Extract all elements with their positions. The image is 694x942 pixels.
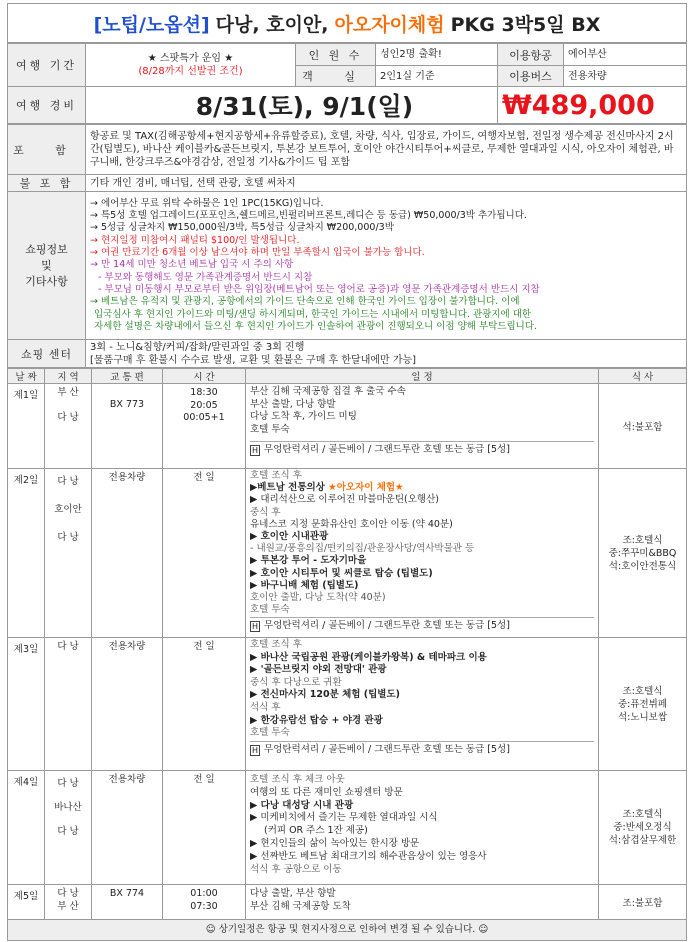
- schedule-line: 호텔 투숙: [250, 727, 290, 739]
- day-label: 제5일: [8, 885, 45, 920]
- schedule-line: 석식 후: [250, 701, 281, 713]
- pax-value: 성인2명 출확!: [376, 44, 498, 66]
- shopping-center-text: [86, 340, 687, 368]
- period-label: 여행 기간: [8, 44, 86, 87]
- meal: 중:반세오정식: [613, 822, 672, 833]
- place-cell: [45, 885, 92, 920]
- hotel-line: [250, 441, 594, 459]
- header-schedule: 일 정: [246, 369, 599, 384]
- airline-value: 에어부산: [564, 44, 687, 66]
- note-line: → 만 14세 미만 청소년 베트남 입국 시 주의 사항: [90, 259, 294, 271]
- place: 부 산: [57, 387, 79, 398]
- day-row: [8, 638, 687, 771]
- note-line: 자세한 설명은 차량내에서 들으신 후 현지인 가이드가 인솔하여 관광이 진행되오니 이점 양해 부탁드립니다.: [94, 320, 538, 332]
- place-cell: [45, 771, 92, 885]
- bus-label: 이용버스: [498, 66, 564, 87]
- price: ₩489,000: [498, 87, 687, 124]
- place: 다 낭: [57, 476, 79, 487]
- time-cell: 전 일: [163, 469, 246, 638]
- meal: 중:퓨전뷔페: [617, 698, 668, 710]
- schedule-line: 여행의 또 다른 재미인 쇼핑센터 방문: [250, 786, 403, 798]
- title-highlight: 아오자이체험: [334, 13, 445, 36]
- day-label: 제1일: [8, 384, 45, 469]
- note-line: → 특5성 호텔 업그레이드(포포인츠,쉘드메르,빈펄리버프론트,레디슨 등 동급) ₩50,000/3박 추가됩니다.: [90, 210, 527, 222]
- schedule-line: ▶ 미케비치에서 즐기는 무제한 열대과일 시식: [250, 812, 438, 824]
- note-line: → 5성급 싱글차지 ₩150,000원/3박, 특5성급 싱글차지 ₩200,000/3박: [90, 222, 394, 234]
- note-line: 입국심사 후 현지인 가이드와 미팅/샌딩 하시게되며, 한국인 가이드는 시내에서 미팅합니다. 관광지에 대한: [94, 308, 532, 320]
- schedule-line: 중식 후 다낭으로 귀환: [250, 676, 342, 688]
- schedule-line: 호텔 투숙: [250, 604, 290, 616]
- transport-cell: BX 774: [92, 885, 163, 920]
- place: 바나산: [54, 802, 82, 813]
- shopping-info-label: [8, 192, 86, 340]
- time-cell: 전 일: [163, 771, 246, 885]
- schedule-line: 부산 출발, 다낭 향발: [250, 398, 336, 410]
- schedule-table: [7, 368, 687, 920]
- schedule-line: 다낭 도착 후, 가이드 미팅: [250, 411, 357, 422]
- note-line: → 베트남은 유적지 및 관광지, 공항에서의 가이드 단속으로 인해 한국인 가이드 입장이 불가합니다. 이에: [90, 296, 520, 308]
- schedule-line: ▶ 투본강 투어 - 도자기마을: [250, 555, 367, 567]
- schedule-line: 다낭 출발, 부산 향발: [250, 888, 336, 899]
- footer-note: ☺ 상기일정은 항공 및 현지사정으로 인하여 변경 될 수 있습니다. ☺: [7, 920, 687, 941]
- shopping-info-label-1: 쇼핑정보: [25, 242, 68, 256]
- day-label: 제3일: [8, 638, 45, 771]
- header-day: 날 짜: [8, 369, 45, 384]
- hotel-icon: H: [252, 445, 259, 455]
- schedule-line: ▶베트남 전통의상 ★아오자이 체험★: [250, 482, 404, 494]
- special-line1: ★ 스팟특가 운임 ★: [147, 53, 234, 64]
- detail-table: [7, 124, 687, 368]
- place: 다 낭: [57, 411, 79, 423]
- include-label: 포 함: [8, 125, 86, 175]
- note-line: → 여권 만료기간 6개월 이상 남으셔야 하며 만일 부족할시 입국이 불가능 합니다.: [90, 247, 425, 259]
- hotel-icon: H: [252, 745, 259, 755]
- schedule-line: ▶ 선짜반도 베트남 최대크기의 해수관음상이 있는 영응사: [250, 850, 487, 862]
- transport-cell: 전용차량: [92, 638, 163, 771]
- room-label: 객 실: [296, 66, 376, 87]
- note-line: - 부모와 동행해도 영문 가족관계증명서 반드시 지참: [98, 271, 313, 283]
- schedule-line: ▶ '골든브릿지 야외 전망대' 관광: [250, 664, 387, 676]
- hotel-line: [250, 617, 594, 634]
- schedule-line: - 내원교/풍흥의집/떤키의집/관운장사당/역사박물관 등: [250, 543, 475, 555]
- place: 다 낭: [57, 778, 79, 789]
- time: 18:30: [190, 387, 218, 398]
- shopping-center-line2: [물품구매 후 환불시 수수료 발생, 교환 및 환불은 구매 후 한달내에만 가능]: [90, 354, 417, 366]
- hotel-text: 무엉탄럭셔리 / 골든베이 / 그랜드투란 호텔 또는 동급 [5성]: [264, 444, 510, 455]
- exclude-text: 기타 개인 경비, 매너팁, 선택 관광, 호텔 써차지: [86, 175, 687, 192]
- time-cell: [163, 384, 246, 469]
- meal-cell: 조:불포함: [599, 885, 687, 920]
- schedule-line: ▶ 바나산 국립공원 관광(케이블카왕복) & 테마파크 이용: [250, 651, 487, 663]
- place: 호이안: [54, 504, 82, 515]
- include-text: 항공료 및 TAX(김해공항세+현지공항세+유류할증료), 호텔, 차량, 식사, 입장료, 가이드, 여행자보험, 전일정 생수제공 전신마사지 2시간(팁별도), 바나산 케이블카&골든브릿지, 투본강 보트투어, 호이안 야간시티투어+씨클로, 무제한 열대과일 시식, 아오자이 체험관, 바구니배, 한강크루즈&야경감상, 전일정 기사&가이드 팁 포함: [86, 125, 687, 175]
- place: 부 산: [57, 900, 79, 912]
- day-row: [8, 885, 687, 920]
- time: 00:05+1: [183, 412, 225, 423]
- hotel-text: 무엉탄럭셔리 / 골든베이 / 그랜드투란 호텔 또는 동급 [5성]: [264, 620, 510, 632]
- time-cell: [163, 885, 246, 920]
- day-label: 제4일: [8, 771, 45, 885]
- schedule-line: 호텔 조식 후 체크 아웃: [250, 774, 345, 785]
- schedule-line: ▶ 대리석산으로 이루어진 마블마운틴(오행산): [250, 494, 439, 506]
- shopping-center-label: 쇼핑 센터: [8, 340, 86, 368]
- schedule-line: ▶ 다낭 대성당 시내 관광: [250, 799, 354, 811]
- travel-dates: 8/31(토), 9/1(일): [86, 87, 498, 124]
- transport-cell: [92, 384, 163, 469]
- time: 01:00: [190, 888, 218, 899]
- day-row: [8, 469, 687, 638]
- schedule-line: 부산 김해 국제공항 집결 후 출국 수속: [250, 386, 406, 397]
- note-line: - 부모님 미동행시 부모로부터 받은 위임장(베트남어 또는 영어로 공증)과 영문 가족관계증명서 반드시 지참: [98, 283, 540, 295]
- info-table: [7, 43, 687, 124]
- place-cell: [45, 469, 92, 638]
- meal: 조:호텔식: [622, 809, 663, 820]
- schedule-line: 호텔 조식 후: [250, 639, 302, 650]
- meal-cell: [599, 469, 687, 638]
- title-part1: 다낭, 호이안,: [215, 13, 329, 36]
- day-row: [8, 771, 687, 885]
- note-line: → 현지일정 미참여시 패널티 $100/인 발생됩니다.: [90, 234, 300, 246]
- room-value: 2인1실 기준: [376, 66, 498, 87]
- schedule-cell: [246, 384, 599, 469]
- exclude-label: 불 포 함: [8, 175, 86, 192]
- schedule-line: ▶ 한강유람선 탑승 + 야경 관광: [250, 714, 383, 726]
- schedule-cell: [246, 638, 599, 771]
- pax-label: 인 원 수: [296, 44, 376, 66]
- meal: 석:노니보쌈: [617, 711, 668, 723]
- schedule-line: 부산 김해 국제공항 도착: [250, 900, 351, 912]
- place-cell: 다 낭: [45, 638, 92, 771]
- hotel-line: [250, 741, 594, 759]
- shopping-info-label-2: 및: [41, 258, 52, 272]
- hotel-text: 무엉탄럭셔리 / 골든베이 / 그랜드투란 호텔 또는 동급 [5성]: [264, 743, 510, 755]
- transport: BX 773: [109, 399, 145, 410]
- schedule-line: 호텔 조식 후: [250, 470, 302, 481]
- schedule-line: 유네스코 지정 문화유산인 호이안 이동 (약 40분): [250, 518, 453, 530]
- place: 다 낭: [57, 826, 79, 837]
- place: 다 낭: [57, 532, 79, 543]
- header-transport: 교 통 편: [92, 369, 163, 384]
- meal: 석:불포함: [622, 422, 663, 433]
- meal-cell: [599, 384, 687, 469]
- meal: 조:호텔식: [622, 534, 663, 546]
- header-place: 지 역: [45, 369, 92, 384]
- schedule-line: 석식 후 공항으로 이동: [250, 863, 342, 875]
- schedule-line: ▶ 호이안 시내관광: [250, 531, 329, 543]
- transport-cell: 전용차량: [92, 771, 163, 885]
- shopping-center-line1: 3회 - 노니&침향/커피/잡화/말린과일 중 3회 진행: [90, 341, 305, 353]
- itinerary-sheet: [7, 3, 687, 941]
- header-meal: 식 사: [599, 369, 687, 384]
- airline-label: 이용항공: [498, 44, 564, 66]
- meal: 석:호이안전통식: [608, 560, 677, 572]
- shopping-info-notes: [86, 192, 687, 340]
- hotel-icon: H: [252, 622, 259, 632]
- day-label: 제2일: [8, 469, 45, 638]
- place-cell: [45, 384, 92, 469]
- meal: 석:삼겹살무제한: [608, 835, 677, 846]
- special-line2: (8/28까지 선발권 조건): [138, 66, 243, 77]
- special-fare: [86, 44, 296, 87]
- time: 20:05: [190, 399, 218, 411]
- place: 다 낭: [57, 888, 79, 899]
- header-time: 시 간: [163, 369, 246, 384]
- schedule-cell: [246, 885, 599, 920]
- meal-cell: [599, 638, 687, 771]
- day-row: [8, 384, 687, 469]
- title-part2: PKG 3박5일 BX: [450, 13, 601, 36]
- title-bracket: [노팁/노옵션]: [93, 13, 210, 36]
- bus-value: 전용차량: [564, 66, 687, 87]
- schedule-line: 호이안 출발, 다낭 도착(약 40분): [250, 592, 386, 604]
- schedule-line: ▶ 전신마사지 120분 체험 (팁별도): [250, 689, 400, 701]
- page-title: [7, 3, 687, 43]
- shopping-info-label-3: 기타사항: [25, 274, 68, 288]
- transport-cell: 전용차량: [92, 469, 163, 638]
- meal: 중:쭈꾸미&BBQ: [608, 547, 677, 559]
- time-cell: 전 일: [163, 638, 246, 771]
- schedule-line: 호텔 투숙: [250, 423, 290, 435]
- time: 07:30: [190, 900, 218, 912]
- schedule-cell: [246, 771, 599, 885]
- schedule-line: ▶ 바구니배 체험 (팁별도): [250, 579, 359, 591]
- schedule-line: ▶ 호이안 시티투어 및 씨클로 탑승 (팁별도): [250, 567, 433, 579]
- schedule-line: 중식 후: [250, 506, 281, 518]
- schedule-line: ▶ 현지인들의 삶이 녹아있는 한시장 방문: [250, 837, 420, 849]
- note-line: → 에어부산 무료 위탁 수하물은 1인 1PC(15KG)입니다.: [90, 197, 324, 209]
- cost-label: 여행 경비: [8, 87, 86, 124]
- meal-cell: [599, 771, 687, 885]
- schedule-line: (커피 OR 주스 1잔 제공): [264, 825, 368, 837]
- schedule-cell: [246, 469, 599, 638]
- meal: 조:호텔식: [622, 685, 663, 697]
